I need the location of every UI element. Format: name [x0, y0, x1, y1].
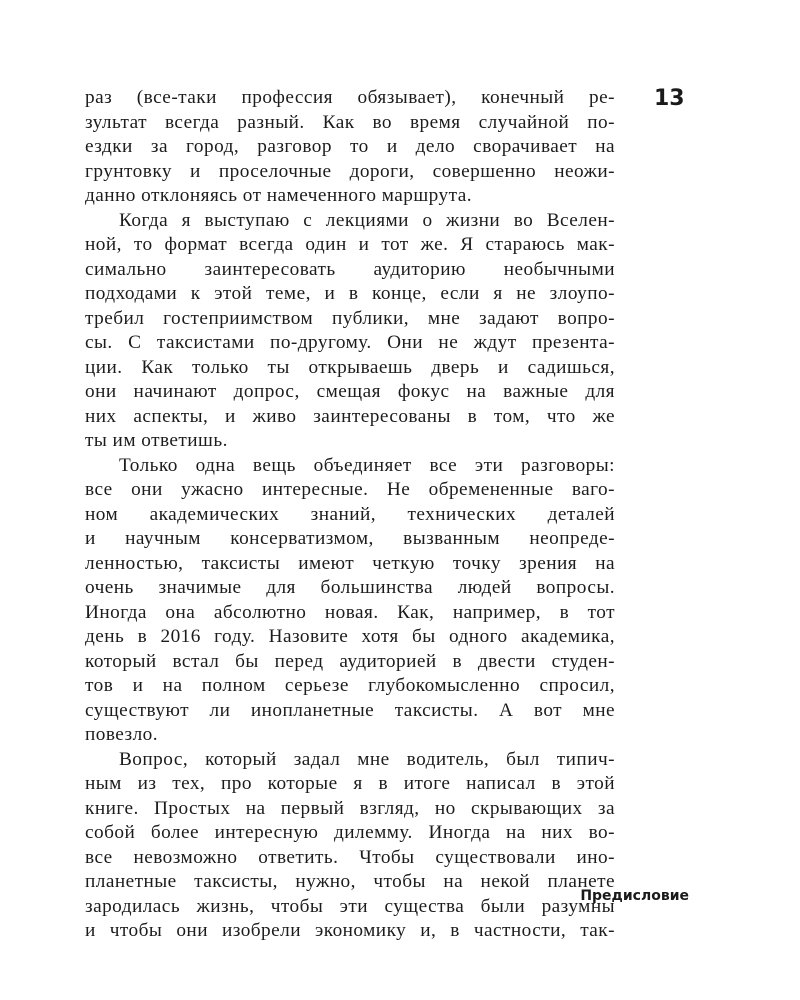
text-line: существуют ли инопланетные таксисты. А вот мне: [85, 699, 615, 721]
text-line: подходами к этой теме, и в конце, если я не злоупо-: [85, 283, 615, 304]
body-text: [85, 86, 615, 944]
text-line: ном академических знаний, технических деталей: [85, 503, 615, 525]
text-line: и научным консерватизмом, вызванным неопреде-: [85, 528, 615, 549]
text-line: симально заинтересовать аудиторию необычными: [85, 258, 615, 280]
running-footer: Предисловие: [580, 888, 689, 904]
text-line: ной, то формат всегда один и тот же. Я стараюсь мак-: [85, 234, 615, 255]
text-line: них аспекты, и живо заинтересованы в том, что же: [85, 405, 615, 427]
text-line: очень значимые для большинства людей вопросы.: [85, 577, 615, 598]
text-line: день в 2016 году. Назовите хотя бы одного академика,: [85, 626, 615, 647]
text-line: повезло.: [85, 724, 159, 745]
text-line: требил гостеприимством публики, мне задают вопро-: [85, 307, 615, 329]
text-line: Вопрос, который задал мне водитель, был типич-: [119, 748, 615, 770]
text-line: Иногда она абсолютно новая. Как, например, в тот: [85, 601, 615, 623]
text-line: все невозможно ответить. Чтобы существовали ино-: [85, 846, 615, 868]
text-line: раз (все-таки профессия обязывает), конечный ре-: [85, 87, 615, 108]
text-line: ты им ответишь.: [85, 430, 228, 451]
text-line: все они ужасно интересные. Не обремененные ваго-: [85, 479, 615, 500]
text-line: они начинают допрос, смещая фокус на важные для: [85, 381, 615, 402]
text-line: книге. Простых на первый взгляд, но скрывающих за: [85, 797, 615, 819]
text-line: зультат всегда разный. Как во время случайной по-: [85, 111, 615, 133]
text-line: и чтобы они изобрели экономику и, в частности, так-: [85, 920, 615, 941]
text-line: который встал бы перед аудиторией в двести студен-: [85, 650, 615, 672]
text-line: тов и на полном серьезе глубокомысленно спросил,: [85, 675, 615, 696]
text-line: данно отклоняясь от намеченного маршрута.: [85, 185, 472, 206]
text-line: Только одна вещь объединяет все эти разговоры:: [119, 454, 615, 476]
text-line: ным из тех, про которые я в итоге написал в этой: [85, 773, 615, 794]
text-line: зародилась жизнь, чтобы эти существа были разумны: [85, 895, 615, 917]
text-line: Когда я выступаю с лекциями о жизни во Вселен-: [119, 209, 615, 231]
text-line: сы. С таксистами по-другому. Они не ждут презента-: [85, 332, 615, 353]
text-line: собой более интересную дилемму. Иногда на них во-: [85, 822, 615, 843]
text-line: ленностью, таксисты имеют четкую точку зрения на: [85, 552, 615, 574]
text-line: планетные таксисты, нужно, чтобы на некой планете: [85, 871, 615, 892]
page-number: 13: [654, 86, 685, 111]
text-line: грунтовку и проселочные дороги, совершенно неожи-: [85, 160, 615, 182]
text-line: ции. Как только ты открываешь дверь и садишься,: [85, 356, 615, 378]
text-line: ездки за город, разговор то и дело сворачивает на: [85, 136, 615, 157]
